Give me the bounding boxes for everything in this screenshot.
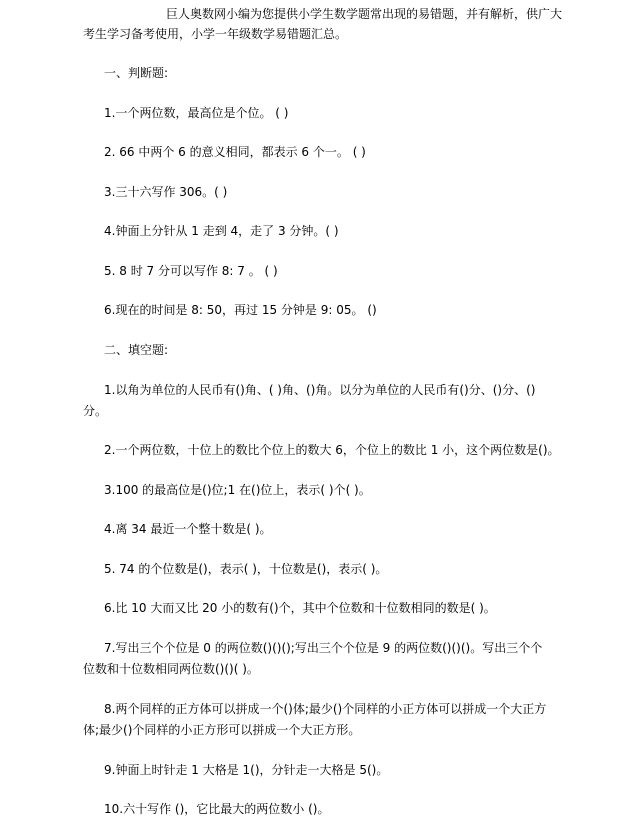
judgement-item-2: 2. 66 中两个 6 的意义相同，都表示 6 个一。 ( )	[104, 145, 366, 159]
fill-item-7-line-1: 7.写出三个个位是 0 的两位数()()();写出三个个位是 9 的两位数()()()。写出三个个	[104, 641, 543, 655]
judgement-item-6: 6.现在的时间是 8: 50，再过 15 分钟是 9: 05。 ()	[104, 303, 377, 317]
fill-item-10: 10.六十写作 ()，它比最大的两位数小 ()。	[104, 802, 330, 816]
fill-item-8-line-2: 体;最少()个同样的小正方形可以拼成一个大正方形。	[83, 723, 361, 737]
section-heading-fill: 二、填空题:	[104, 343, 169, 357]
judgement-item-5: 5. 8 时 7 分可以写作 8: 7 。 ( )	[104, 264, 278, 278]
fill-item-7-line-2: 位数和十位数相同两位数()()( )。	[83, 662, 259, 676]
judgement-item-1: 1.一个两位数，最高位是个位。 ( )	[104, 106, 289, 120]
fill-item-1-line-2: 分。	[83, 404, 108, 418]
fill-item-2: 2.一个两位数，十位上的数比个位上的数大 6，个位上的数比 1 小，这个两位数是()。	[104, 443, 560, 457]
fill-item-5: 5. 74 的个位数是()，表示( )，十位数是()，表示( )。	[104, 562, 388, 576]
judgement-item-4: 4.钟面上分针从 1 走到 4，走了 3 分钟。( )	[104, 224, 339, 238]
intro-line-2: 考生学习备考使用，小学一年级数学易错题汇总。	[83, 27, 348, 41]
fill-item-8-line-1: 8.两个同样的正方体可以拼成一个()体;最少()个同样的小正方体可以拼成一个大正方	[104, 702, 547, 716]
fill-item-4: 4.离 34 最近一个整十数是( )。	[104, 522, 272, 536]
fill-item-6: 6.比 10 大而又比 20 小的数有()个，其中个位数和十位数相同的数是( )。	[104, 601, 496, 615]
fill-item-9: 9.钟面上时针走 1 大格是 1()，分针走一大格是 5()。	[104, 763, 389, 777]
judgement-item-3: 3.三十六写作 306。( )	[104, 185, 228, 199]
fill-item-1-line-1: 1.以角为单位的人民币有()角、( )角、()角。以分为单位的人民币有()分、()分、()	[104, 383, 536, 397]
section-heading-judgement: 一、判断题:	[104, 66, 169, 80]
fill-item-3: 3.100 的最高位是()位;1 在()位上，表示( )个( )。	[104, 483, 371, 497]
intro-line-1: 巨人奥数网小编为您提供小学生数学题常出现的易错题，并有解析，供广大	[166, 7, 563, 21]
